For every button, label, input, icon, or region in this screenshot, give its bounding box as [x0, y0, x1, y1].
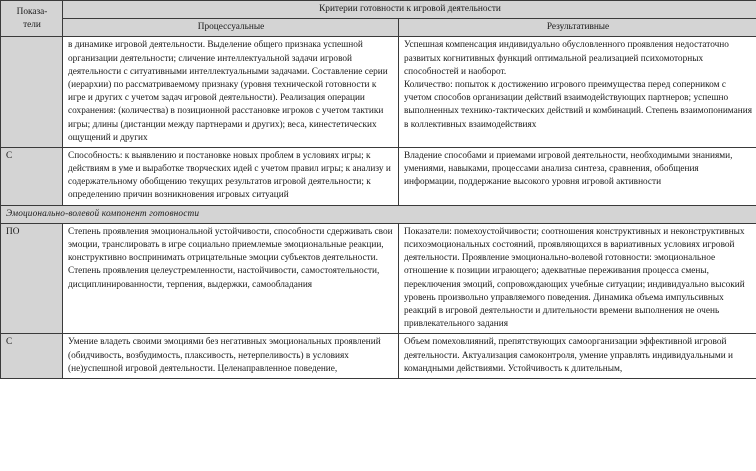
table-body	[1, 37, 756, 379]
row-process-text: Степень проявления эмоциональной устойчивости, способности сдерживать свои эмоции, транслировать в игре социально приемлемые эмоциональные реакции, конструктивно воспринимать отрицательные эмоции субъектов деятельности. Степень проявления целеустремленности, настойчивости, самостоятельности, дисциплинированности, терпения, выдержки, самообладания	[63, 223, 399, 334]
table-row	[1, 223, 756, 334]
row-indicator: С	[1, 147, 63, 205]
row-result-text: Показатели: помехоустойчивости; соотношения конструктивных и неконструктивных психоэмоциональных состояний, проявляющихся в вариативных условиях игровой деятельности. Проявление эмоционально-волевой готовности: эмоциональное отношение к позиции играющего; адекватные переживания процесса смены, переключения эмоций, сопровождающих учебные ситуации; индивидуально высокий уровень произвольно управляемого поведения. Динамика объема импульсивных реакций в игровой деятельности и длительности времени выполнения не очень привлекательного задания	[399, 223, 756, 334]
header-group-title: Критерии готовности к игровой деятельности	[63, 1, 756, 19]
header-indicator-column	[1, 1, 63, 37]
header-column-result: Результативные	[399, 19, 756, 37]
row-process-text: Способность: к выявлению и постановке новых проблем в условиях игры; к действиям в уме и выработке творческих идей с учетом правил игры; к анализу и содержательному обобщению текущих результатов игровой деятельности; к определению причин возникновения игровых ситуаций	[63, 147, 399, 205]
header-indicator-line1: Показа-	[16, 6, 48, 17]
header-indicator-line2: тели	[23, 19, 41, 30]
table-row	[1, 334, 756, 379]
row-result-text: Владение способами и приемами игровой деятельности, необходимыми знаниями, умениями, навыками, процессами анализа синтеза, сравнения, обобщения информации, поддержание высокого уровня игровой активности	[399, 147, 756, 205]
table-header	[1, 1, 756, 37]
row-indicator: С	[1, 334, 63, 379]
header-row-group	[1, 1, 756, 19]
section-divider-label: Эмоционально-волевой компонент готовности	[1, 205, 756, 223]
header-column-process: Процессуальные	[63, 19, 399, 37]
row-process-text: Умение владеть своими эмоциями без негативных эмоциональных проявлений (обидчивость, возбудимость, плаксивость, нетерпеливость) в условиях (не)успешной игровой деятельности. Целенаправленное поведение,	[63, 334, 399, 379]
row-result-text: Успешная компенсация индивидуально обусловленного проявления недостаточно развитых когнитивных функций оптимальной реализацией психомоторных способностей и наоборот. Количество: попыток к достижению игрового преимущества перед соперником с учетом способов организации действий взаимодействующих партнеров; успешно выполненных технико-тактических действий и комбинаций. Степень взаимопонимания в коллективных взаимодействиях	[399, 37, 756, 148]
header-row-subcolumns	[1, 19, 756, 37]
table-row	[1, 37, 756, 148]
row-process-text: в динамике игровой деятельности. Выделение общего признака успешной организации деятельности; сличение интеллектуальной задачи игровой деятельности с ситуативными интеллектуальными задачами. Составление серии (иерархии) по рассматриваемому признаку (уровня технической готовности к игре и других с учетом задач игровой деятельности). Реализация операции сохранения: (количества) в позиционной расстановке игроков с учетом тактики игры; длины (дистанции между партнерами и других); веса, кинестетических ощущений и других	[63, 37, 399, 148]
row-result-text: Объем помеховлияний, препятствующих самоорганизации эффективной игровой деятельности. Актуализация самоконтроля, умение управлять индивидуальными и командными действиями. Устойчивость к длительным,	[399, 334, 756, 379]
row-indicator: ПО	[1, 223, 63, 334]
table-row	[1, 147, 756, 205]
section-divider-row	[1, 205, 756, 223]
row-indicator	[1, 37, 63, 148]
